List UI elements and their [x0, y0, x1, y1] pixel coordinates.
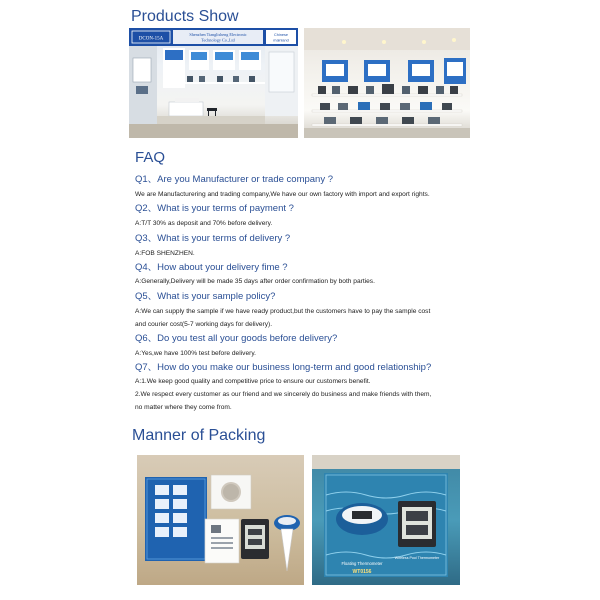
packing-contents-illustration	[137, 455, 304, 585]
box-caption-left: Floating Thermometer	[341, 561, 383, 566]
faq-answer-2-line-1: A:T/T 30% as deposit and 70% before delivery.	[135, 220, 273, 227]
manual-card	[205, 519, 239, 563]
faq-question-4: Q4、How about your delivery fime ?	[135, 262, 288, 273]
faq-answer-6-line-1: A:Yes,we have 100% test before delivery.	[135, 350, 256, 357]
packing-photo-box	[312, 455, 460, 585]
booth-country-line1: Chinese	[274, 33, 288, 37]
faq-question-6: Q6、Do you test all your goods before delivery?	[135, 333, 338, 344]
booth-photo-front	[129, 28, 298, 138]
booth-code-text: DCON-15A	[138, 36, 164, 42]
faq-heading: FAQ	[135, 149, 166, 166]
faq-answer-5-line-1: A:We can supply the sample if we have ready product,but the customers have to pay the sample cost	[135, 308, 431, 315]
faq-answer-1-line-1: We are Manufacturering and trading company,We have our own factory with import and export rights.	[135, 191, 430, 198]
packing-box-illustration	[312, 455, 460, 585]
booth-photo-shelves	[304, 28, 470, 138]
faq-answer-7-line-3: no matter where they come from.	[135, 404, 232, 411]
faq-answer-7-line-2: 2.We respect every customer as our friend and we sincerely do business and make friends with them,	[135, 391, 432, 398]
booth-shelves-illustration	[304, 28, 470, 138]
booth-company-line1: Shenzhen Tianglisheng Electronic	[189, 32, 247, 37]
packing-heading: Manner of Packing	[132, 427, 266, 444]
faq-question-5: Q5、What is your sample policy?	[135, 291, 276, 302]
faq-question-2: Q2、What is your terms of payment ?	[135, 203, 294, 214]
faq-answer-3-line-1: A:FOB SHENZHEN.	[135, 250, 195, 257]
faq-answer-4-line-1: A:Generally,Delivery will be made 35 days after order confirmation by both parties.	[135, 278, 375, 285]
box-model-label: WT0156	[352, 569, 372, 575]
packing-photo-contents	[137, 455, 304, 585]
booth-front-illustration	[129, 28, 298, 138]
box-caption-right: Wireless Pool Thermometer	[394, 556, 440, 560]
faq-question-7: Q7、How do you make our business long-term and good relationship?	[135, 362, 432, 373]
faq-question-3: Q3、What is your terms of delivery ?	[135, 233, 291, 244]
faq-answer-7-line-1: A:1.We keep good quality and competitive price to ensure our customers benefit.	[135, 378, 371, 385]
faq-question-1: Q1、Are you Manufacturer or trade company ?	[135, 174, 334, 185]
products-show-heading: Products Show	[131, 8, 239, 25]
booth-country-line2: mainland	[273, 38, 289, 43]
faq-answer-5-line-2: and courier cost(5-7 working days for delivery).	[135, 321, 273, 328]
booth-company-line2: Technology Co.,Ltd	[201, 37, 235, 43]
